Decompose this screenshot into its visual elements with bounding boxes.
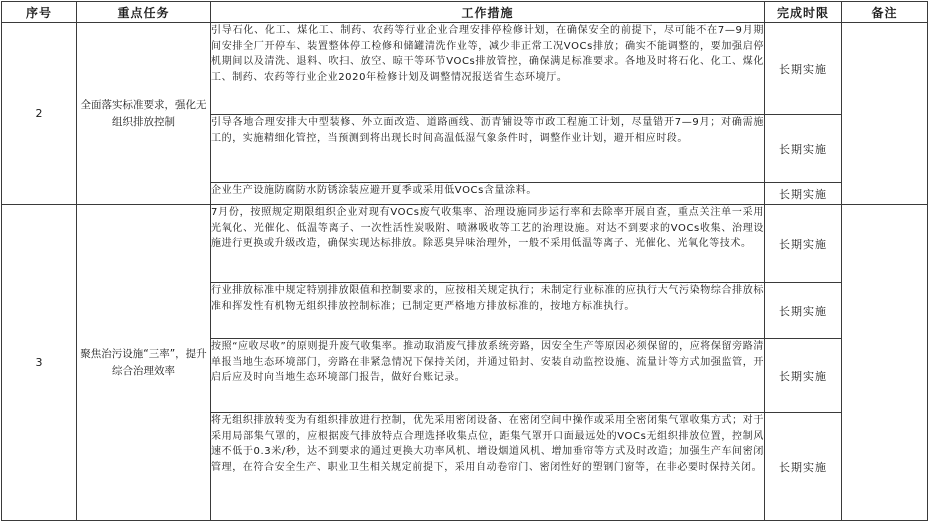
header-row — [2, 2, 928, 23]
row-measure: 7月份，按照规定期限组织企业对现有VOCs废气收集率、治理设施同步运行率和去除率开展自查，重点关注单一采用光氧化、光催化、低温等离子、一次性活性炭吸附、喷淋吸收等工艺的治理设施。对达不到要求的VOCs收集、治理设施进行更换或升级改造，确保实现达标排放。除恶臭异味治理外，一般不采用低温等离子、光催化、光氧化等技术。 — [211, 205, 765, 283]
header-measures: 工作措施 — [211, 2, 765, 23]
row-measure: 将无组织排放转变为有组织排放进行控制，优先采用密闭设备、在密闭空间中操作或采用全密闭集气罩收集方式；对于采用局部集气罩的，应根据废气排放特点合理选择收集点位，距集气罩开口面最远处的VOCs无组织排放位置，控制风速不低于0.3米/秒，达不到要求的通过更换大功率风机、增设烟道风机、增加垂帘等方式及时改造；加强生产车间密闭管理，在符合安全生产、职业卫生相关规定前提下，采用自动卷帘门、密闭性好的塑钢门窗等，在非必要时保持关闭。 — [211, 413, 765, 521]
row-measure: 企业生产设施防腐防水防锈涂装应避开夏季或采用低VOCs含量涂料。 — [211, 183, 765, 205]
row-measure: 按照“应收尽收”的原则提升废气收集率。推动取消废气排放系统旁路，因安全生产等原因必须保留的，应将保留旁路清单报当地生态环境部门，旁路在非紧急情况下保持关闭，并通过铅封、安装自动监控设施、流量计等方式加强监管，开启后应及时向当地生态环境部门报告，做好台账记录。 — [211, 339, 765, 413]
table-row — [2, 205, 928, 283]
row-seq: 2 — [2, 23, 77, 205]
row-deadline: 长期实施 — [765, 283, 842, 339]
row-deadline: 长期实施 — [765, 339, 842, 413]
row-remark — [842, 23, 928, 205]
row-task: 全面落实标准要求，强化无组织排放控制 — [77, 23, 211, 205]
row-measure: 引导石化、化工、煤化工、制药、农药等行业企业合理安排停检修计划，在确保安全的前提下，尽可能不在7—9月期间安排全厂开停车、装置整体停工检修和储罐清洗作业等，减少非正常工况VOCs排放；确实不能调整的，要加强启停机期间以及清洗、退料、吹扫、放空、晾干等环节VOCs排放管控，确保满足标准要求。各地及时将石化、化工、煤化工、制药、农药等行业企业2020年检修计划及调整情况报送省生态环境厅。 — [211, 23, 765, 115]
header-seq: 序号 — [2, 2, 77, 23]
row-remark — [842, 205, 928, 521]
table-row — [2, 23, 928, 115]
row-task: 聚焦治污设施“三率”，提升综合治理效率 — [77, 205, 211, 521]
row-deadline: 长期实施 — [765, 183, 842, 205]
row-measure: 行业排放标准中规定特别排放限值和控制要求的，应按相关规定执行；未制定行业标准的应执行大气污染物综合排放标准和挥发性有机物无组织排放控制标准；已制定更严格地方排放标准的，按地方标准执行。 — [211, 283, 765, 339]
row-deadline: 长期实施 — [765, 115, 842, 183]
header-remark: 备注 — [842, 2, 928, 23]
measures-table — [1, 1, 928, 521]
row-deadline: 长期实施 — [765, 205, 842, 283]
row-deadline: 长期实施 — [765, 413, 842, 521]
row-measure: 引导各地合理安排大中型装修、外立面改造、道路画线、沥青铺设等市政工程施工计划，尽量错开7—9月；对确需施工的，实施精细化管控，当预测到将出现长时间高温低湿气象条件时，调整作业计划，避开相应时段。 — [211, 115, 765, 183]
row-deadline: 长期实施 — [765, 23, 842, 115]
row-seq: 3 — [2, 205, 77, 521]
header-deadline: 完成时限 — [765, 2, 842, 23]
header-task: 重点任务 — [77, 2, 211, 23]
